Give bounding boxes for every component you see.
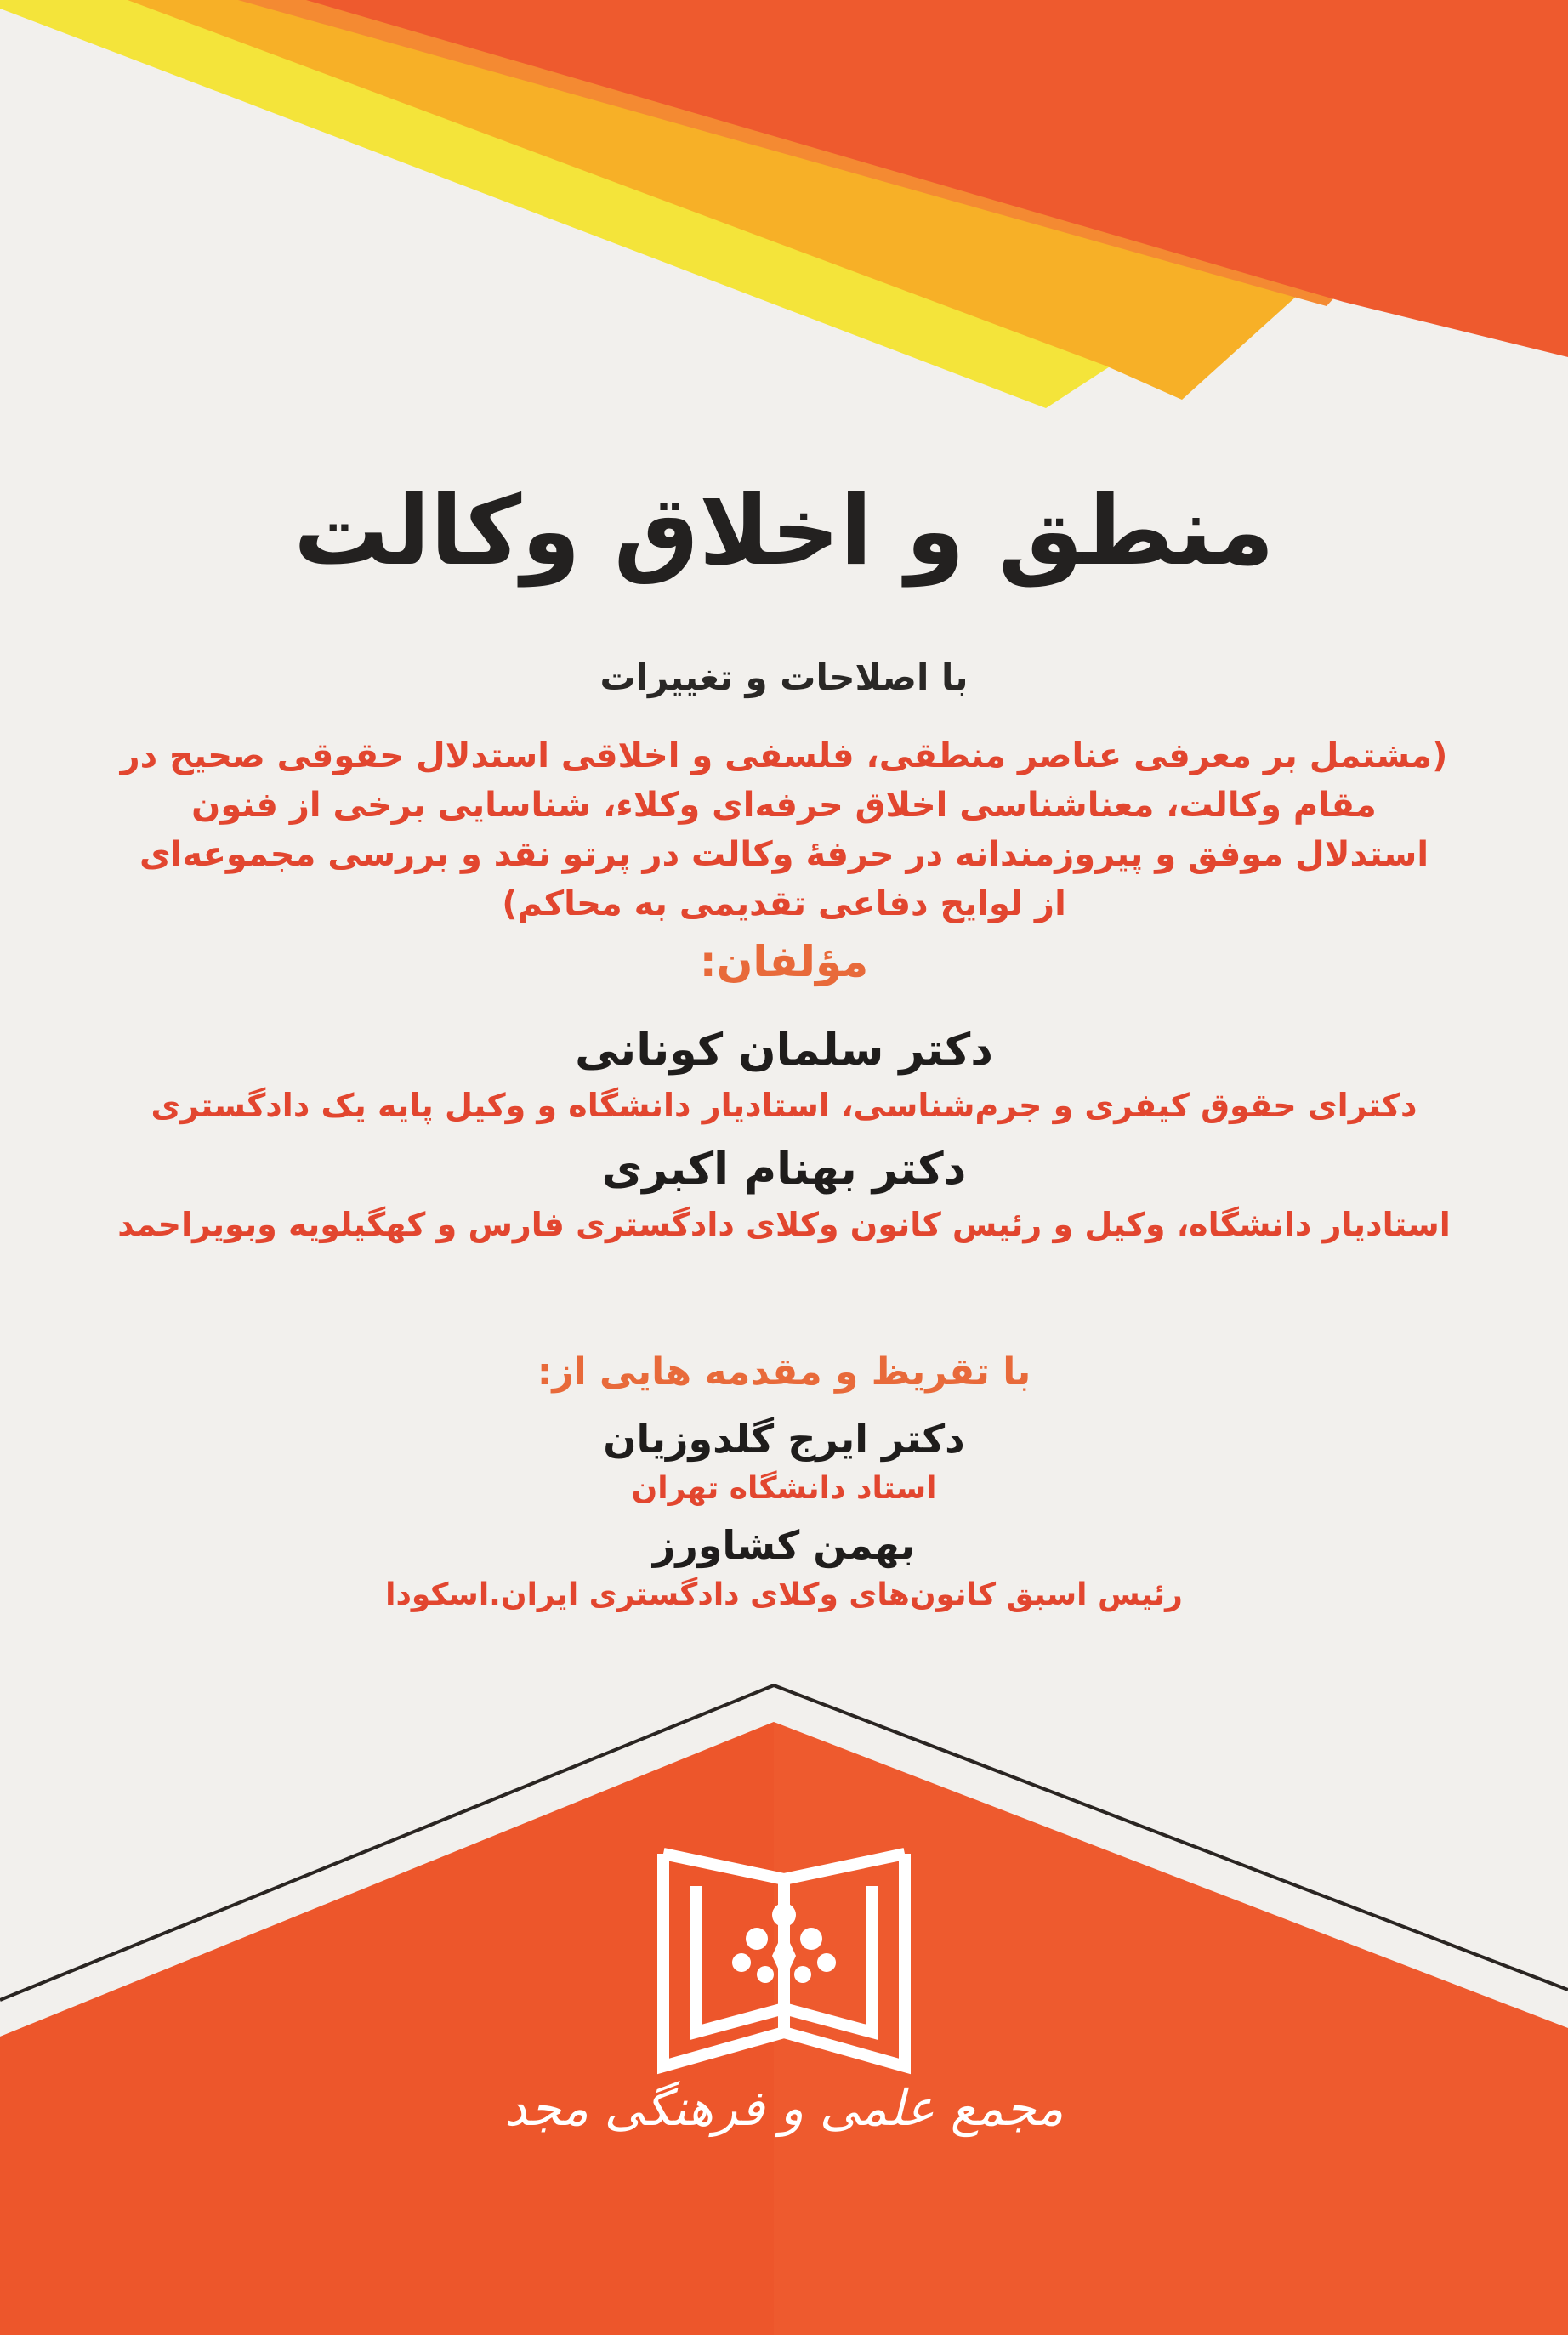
introducer-1-name: دکتر ایرج گلدوزیان — [603, 1416, 965, 1462]
edition-note: با اصلاحات و تغییرات — [599, 656, 969, 698]
publisher-name: مجمع علمی و فرهنگی مجد — [504, 2079, 1064, 2137]
book-ornament-icon — [646, 1820, 922, 2075]
book-title: منطق و اخلاق وکالت — [293, 476, 1275, 587]
authors-label: مؤلفان: — [699, 937, 869, 986]
author-1-role: دکترای حقوق کیفری و جرم‌شناسی، استادیار دانشگاه و وکیل پایه یک دادگستری — [151, 1087, 1417, 1124]
author-1-name: دکتر سلمان کونانی — [575, 1025, 993, 1076]
introducer-2-name: بهمن کشاورز — [652, 1522, 916, 1568]
author-2-name: دکتر بهنام اکبری — [601, 1144, 967, 1195]
author-2-role: استادیار دانشگاه، وکیل و رئیس کانون وکلای دادگستری فارس و کهگیلویه وبویراحمد — [117, 1206, 1451, 1243]
introducer-1-role: استاد دانشگاه تهران — [631, 1471, 937, 1506]
book-description: (مشتمل بر معرفی عناصر منطقی، فلسفی و اخلاقی استدلال حقوقی صحیح در مقام وکالت، معناشناسی اخلاق حرفه‌ای وکلاء، شناسایی برخی از فنون استدلال موفق و پیروزمندانه در حرفهٔ وکالت در پرتو نقد و بررسی مجموعه‌ای از لوایح دفاعی تقدیمی به محاکم) — [120, 736, 1448, 923]
introducer-2-role: رئیس اسبق کانون‌های وکلای دادگستری ایران.اسکودا — [385, 1577, 1183, 1612]
introductions-label: با تقریظ و مقدمه هایی از: — [537, 1350, 1031, 1394]
